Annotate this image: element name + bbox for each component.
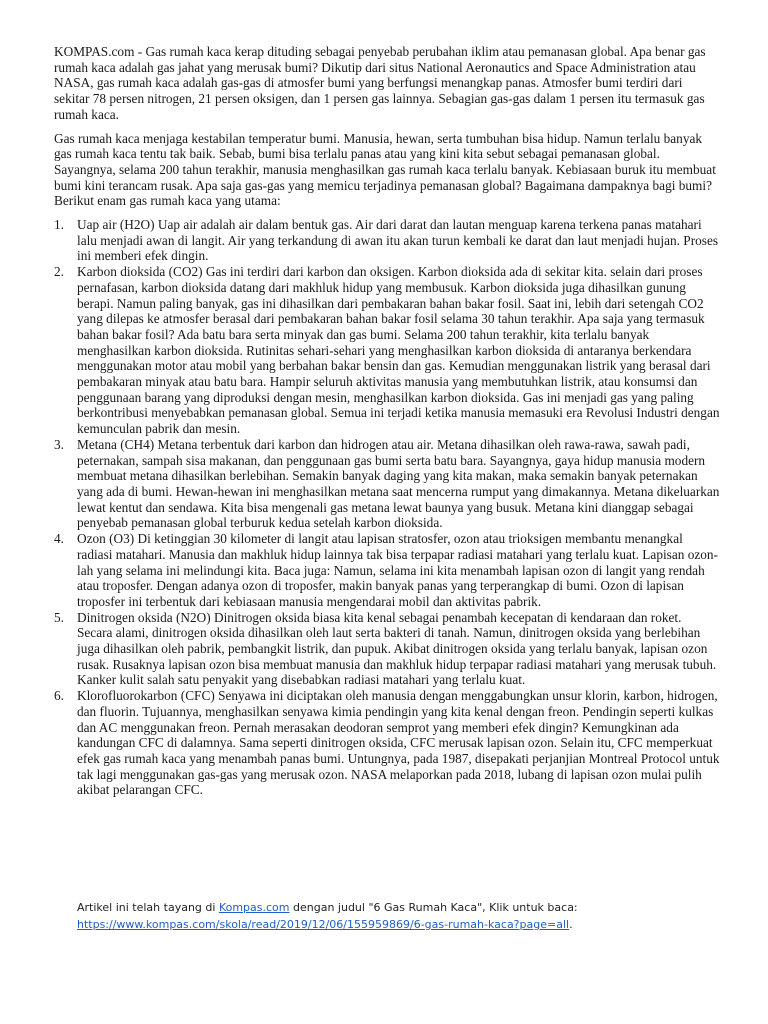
list-number: 3. xyxy=(54,436,64,452)
list-item xyxy=(54,264,720,437)
list-number: 5. xyxy=(54,609,64,625)
list-item xyxy=(54,688,720,798)
list-item xyxy=(54,217,720,264)
list-item-text: Metana (CH4) Metana terbentuk dari karbon dan hidrogen atau air. Metana dihasilkan oleh rawa-rawa, sawah padi, peternakan, sampah sisa makanan, dan penggunaan gas bumi serta batu bara. Sayangnya, gaya hidup manusia modern membuat metana dihasilkan berlebihan. Semakin banyak daging yang kita makan, maka semakin banyak peternakan yang ada di bumi. Hewan-hewan ini menghasilkan metana saat mencerna rumput yang dimakannya. Metana dikeluarkan lewat kentut dan sendawa. Kita bisa mengenali gas metana lewat baunya yang busuk. Metana kini dianggap sebagai penyebab pemanasan global terburuk kedua setelah karbon dioksida. xyxy=(77,436,720,531)
list-number: 6. xyxy=(54,688,64,704)
source-attribution xyxy=(77,899,717,933)
article-url-link[interactable]: https://www.kompas.com/skola/read/2019/12/06/155959869/6-gas-rumah-kaca?page=all xyxy=(77,918,570,931)
source-suffix: . xyxy=(569,918,573,931)
article-body xyxy=(54,44,720,798)
context-paragraph: Gas rumah kaca menjaga kestabilan temperatur bumi. Manusia, hewan, serta tumbuhan bisa hidup. Namun terlalu banyak gas rumah kaca tentu tak baik. Sebab, bumi bisa terlalu panas atau yang kini kita sebut sebagai pemanasan global. Sayangnya, selama 200 tahun terakhir, manusia menghasilkan gas rumah kaca terlalu banyak. Kebiasaan buruk itu membuat bumi kini terancam rusak. Apa saja gas-gas yang memicu terjadinya pemanasan global? Bagaimana dampaknya bagi bumi? Berikut enam gas rumah kaca yang utama: xyxy=(54,130,716,209)
list-item-text: Karbon dioksida (CO2) Gas ini terdiri dari karbon dan oksigen. Karbon dioksida ada di sekitar kita. selain dari proses pernafasan, karbon dioksida datang dari makhluk hidup yang membusuk. Karbon dioksida juga dihasilkan gunung berapi. Namun paling banyak, gas ini dihasilkan dari pembakaran bahan bakar fosil. Saat ini, lebih dari setengah CO2 yang dilepas ke atmosfer berasal dari pembakaran bahan bakar fosil selama 30 tahun terakhir. Apa saja yang termasuk bahan bakar fosil? Ada batu bara serta minyak dan gas bumi. Selama 200 tahun terakhir, kita terlalu banyak menghasilkan karbon dioksida. Rutinitas sehari-sehari yang menghasilkan karbon dioksida di antaranya berkendara menggunakan motor atau mobil yang berbahan bakar bensin dan gas. Kemudian menggunakan listrik yang berasal dari pembakaran minyak atau batu bara. Hampir seluruh aktivitas manusia yang membutuhkan listrik, atau konsumsi dan penggunaan barang yang diproduksi dengan mesin, menghasilkan karbon dioksida. Gas ini menjadi gas yang paling berkontribusi menyebabkan pemanasan global. Semua ini terjadi ketika manusia memasuki era Revolusi Industri dengan kemunculan pabrik dan mesin. xyxy=(77,264,720,437)
list-item-text: Klorofluorokarbon (CFC) Senyawa ini diciptakan oleh manusia dengan menggabungkan unsur klorin, karbon, hidrogen, dan fluorin. Tujuannya, menghasilkan senyawa kimia pendingin yang kita kenal dengan freon. Pendingin seperti kulkas dan AC menggunakan freon. Pernah merasakan deodoran semprot yang memberi efek dingin? Kemungkinan ada kandungan CFC di dalamnya. Sama seperti dinitrogen oksida, CFC merusak lapisan ozon. Selain itu, CFC memperkuat efek gas rumah kaca yang menambah panas bumi. Untungnya, pada 1987, disepakati perjanjian Montreal Protocol untuk tak lagi menggunakan gas-gas yang merusak ozon. NASA melaporkan pada 2018, lubang di lapisan ozon mulai pulih akibat pelarangan CFC. xyxy=(77,688,720,798)
list-item-text: Ozon (O3) Di ketinggian 30 kilometer di langit atau lapisan stratosfer, ozon atau trioksigen membantu menangkal radiasi matahari. Manusia dan makhluk hidup lainnya tak bisa terpapar radiasi matahari yang terlalu kuat. Lapisan ozon-lah yang selama ini melindungi kita. Baca juga: Namun, selama ini kita menambah lapisan ozon di langit yang rendah atau troposfer. Dengan adanya ozon di troposfer, makin banyak panas yang terperangkap di bumi. Ozon di lapisan troposfer ini terbentuk dari kebiasaan manusia mengendarai mobil dan aktivitas pabrik. xyxy=(77,531,718,609)
source-middle: dengan judul "6 Gas Rumah Kaca", Klik untuk baca: xyxy=(289,901,578,914)
list-item xyxy=(54,531,720,610)
list-item-text: Dinitrogen oksida (N2O) Dinitrogen oksida biasa kita kenal sebagai penambah kecepatan di kendaraan dan roket. Secara alami, dinitrogen oksida dihasilkan oleh laut serta bakteri di tanah. Namun, dinitrogen oksida yang berlebihan juga dihasilkan oleh pabrik, pembangkit listrik, dan pupuk. Akibat dinitrogen oksida yang terlalu banyak, lapisan ozon rusak. Rusaknya lapisan ozon bisa membuat manusia dan makhluk hidup terpapar radiasi matahari yang merusak tubuh. Kanker kulit salah satu penyakit yang disebabkan radiasi matahari yang terlalu kuat. xyxy=(77,609,717,688)
source-prefix: Artikel ini telah tayang di xyxy=(77,901,219,914)
list-number: 1. xyxy=(54,217,64,233)
intro-paragraph: KOMPAS.com - Gas rumah kaca kerap dituding sebagai penyebab perubahan iklim atau pemanasan global. Apa benar gas rumah kaca adalah gas jahat yang merusak bumi? Dikutip dari situs National Aeronautics and Space Administration atau NASA, gas rumah kaca adalah gas-gas di atmosfer bumi yang berfungsi menangkap panas. Atmosfer bumi terdiri dari sekitar 78 persen nitrogen, 21 persen oksigen, dan 1 persen gas lainnya. Sebagian gas-gas dalam 1 persen itu termasuk gas rumah kaca. xyxy=(54,44,706,122)
list-item xyxy=(54,610,720,689)
list-number: 4. xyxy=(54,531,64,547)
list-item-text: Uap air (H2O) Uap air adalah air dalam bentuk gas. Air dari darat dan lautan menguap karena terkena panas matahari lalu menjadi awan di langit. Air yang terkandung di awan itu akan turun kembali ke darat dan laut menjadi hujan. Proses ini memberi efek dingin. xyxy=(77,217,719,264)
greenhouse-gas-list xyxy=(54,217,720,798)
list-number: 2. xyxy=(54,264,64,280)
list-item xyxy=(54,437,720,531)
kompas-link[interactable]: Kompas.com xyxy=(218,901,290,914)
